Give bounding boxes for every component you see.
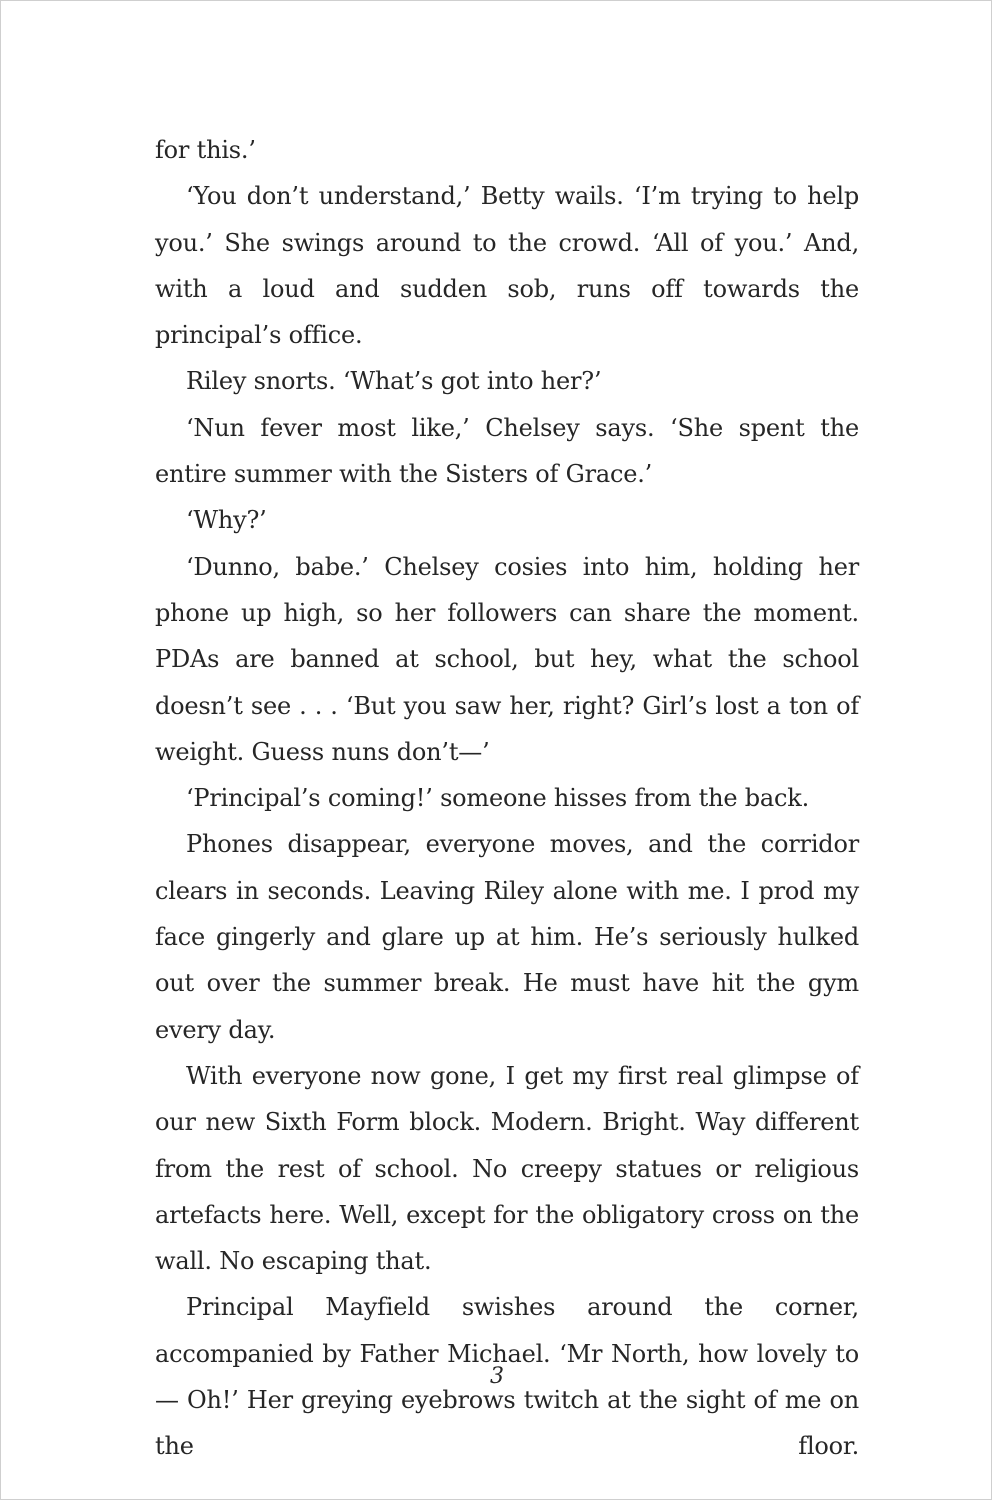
paragraph-8: Phones disappear, everyone moves, and the corridor clears in seconds. Leaving Riley alone with me. I prod my face gingerly and glare up at him. He’s seriously hulked out over the summer break. He must have hit the gym every day. <box>155 830 859 1044</box>
page-number: 3 <box>490 1364 504 1389</box>
paragraph-10: Principal Mayfield swishes around the corner, accompanied by Father Michael. ‘Mr North, how lovely to— Oh!’ Her greying eyebrows twitch at the sight of me on the floor. <box>155 1293 859 1461</box>
paragraph-6: ‘Dunno, babe.’ Chelsey cosies into him, holding her phone up high, so her followers can share the moment. PDAs are banned at school, but hey, what the school doesn’t see . . . ‘But you saw her, right? Girl’s lost a ton of weight. Guess nuns don’t—’ <box>155 552 859 766</box>
paragraph-5: ‘Why?’ <box>186 506 267 535</box>
paragraph-3: Riley snorts. ‘What’s got into her?’ <box>186 367 602 396</box>
paragraph-1: for this.’ <box>155 136 256 164</box>
body-text <box>155 127 859 1470</box>
paragraph-7: ‘Principal’s coming!’ someone hisses from the back. <box>186 784 810 813</box>
paragraph-2: ‘You don’t understand,’ Betty wails. ‘I’m trying to help you.’ She swings around to the crowd. ‘All of you.’ And, with a loud and sudden sob, runs off towards the principal’s office. <box>155 182 859 350</box>
paragraph-9: With everyone now gone, I get my first real glimpse of our new Sixth Form block. Modern. Bright. Way different from the rest of school. No creepy statues or religious artefacts here. Well, except for the obligatory cross on the wall. No escaping that. <box>155 1061 859 1276</box>
paragraph-4: ‘Nun fever most like,’ Chelsey says. ‘She spent the entire summer with the Sisters of Grace.’ <box>155 413 859 489</box>
